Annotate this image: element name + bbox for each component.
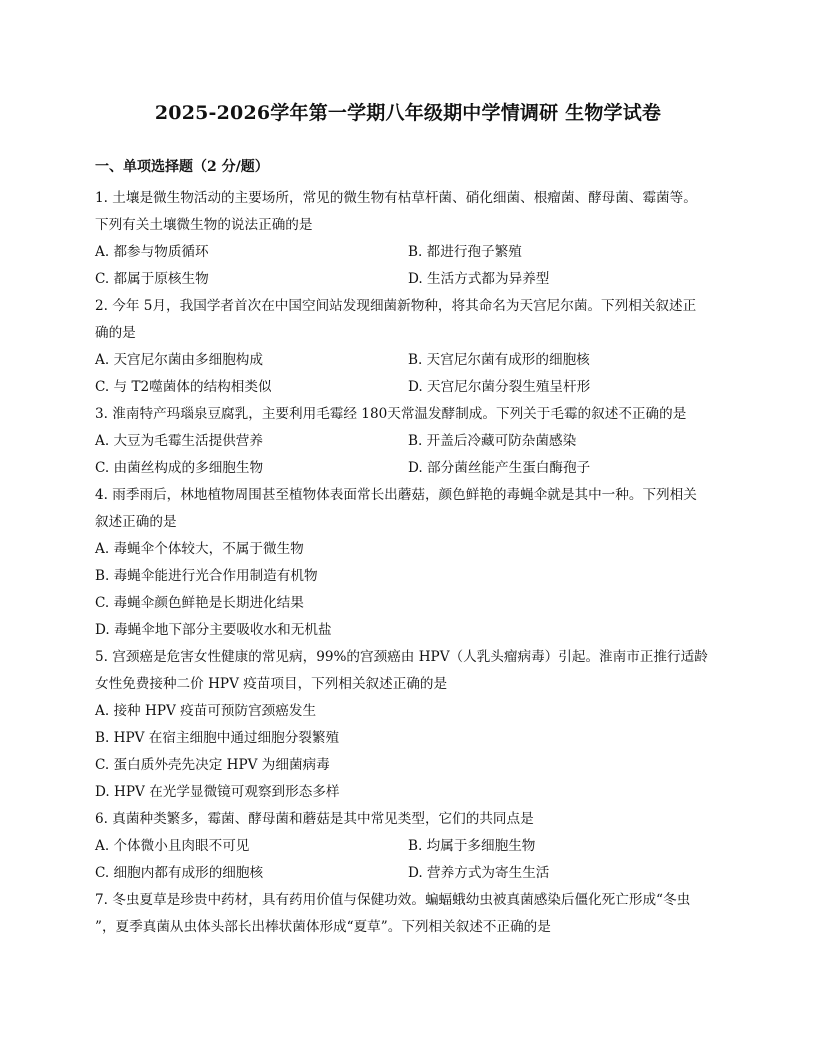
question-3-stem-line-1: 3. 淮南特产玛瑙泉豆腐乳，主要利用毛霉经 180天常温发酵制成。下列关于毛霉的叙述不正确的是 — [95, 406, 687, 422]
question-6-option-d: D. 营养方式为寄生生活 — [408, 865, 550, 881]
question-1-option-b: B. 都进行孢子繁殖 — [408, 244, 522, 260]
question-6-option-c: C. 细胞内都有成形的细胞核 — [95, 865, 264, 881]
question-7-stem-line-2: ”，夏季真菌从虫体头部长出棒状菌体形成“夏草”。下列相关叙述不正确的是 — [95, 919, 551, 935]
question-2-option-d: D. 天宫尼尔菌分裂生殖呈杆形 — [408, 379, 591, 395]
question-1-stem-line-2: 下列有关土壤微生物的说法正确的是 — [95, 217, 313, 233]
question-4-stem-line-1: 4. 雨季雨后，林地植物周围甚至植物体表面常长出蘑菇，颜色鲜艳的毒蝇伞就是其中一种。下列相关 — [95, 487, 697, 503]
question-3-option-d: D. 部分菌丝能产生蛋白酶孢子 — [408, 460, 591, 476]
question-5-stem-line-2: 女性免费接种二价 HPV 疫苗项目，下列相关叙述正确的是 — [95, 676, 448, 692]
question-2-stem-line-1: 2. 今年 5月，我国学者首次在中国空间站发现细菌新物种，将其命名为天宫尼尔菌。下列相关叙述正 — [95, 298, 697, 314]
question-5-option-b: B. HPV 在宿主细胞中通过细胞分裂繁殖 — [95, 730, 340, 746]
question-6-stem-line-1: 6. 真菌种类繁多，霉菌、酵母菌和蘑菇是其中常见类型，它们的共同点是 — [95, 811, 534, 827]
question-2-stem-line-2: 确的是 — [95, 325, 136, 341]
question-5-stem-line-1: 5. 宫颈癌是危害女性健康的常见病，99%的宫颈癌由 HPV（人乳头瘤病毒）引起。淮南市正推行适龄 — [95, 649, 708, 665]
question-5-option-c: C. 蛋白质外壳先决定 HPV 为细菌病毒 — [95, 757, 330, 773]
question-2-option-b: B. 天宫尼尔菌有成形的细胞核 — [408, 352, 590, 368]
question-4-stem-line-2: 叙述正确的是 — [95, 514, 177, 530]
question-5-option-a: A. 接种 HPV 疫苗可预防宫颈癌发生 — [95, 703, 317, 719]
question-5-option-d: D. HPV 在光学显微镜可观察到形态多样 — [95, 784, 340, 800]
question-4-option-b: B. 毒蝇伞能进行光合作用制造有机物 — [95, 568, 318, 584]
question-6-option-b: B. 均属于多细胞生物 — [408, 838, 536, 854]
question-7-stem-line-1: 7. 冬虫夏草是珍贵中药材，具有药用价值与保健功效。蝙蝠蛾幼虫被真菌感染后僵化死亡形成“冬虫 — [95, 892, 691, 908]
question-1-option-a: A. 都参与物质循环 — [95, 244, 209, 260]
question-4-option-d: D. 毒蝇伞地下部分主要吸收水和无机盐 — [95, 622, 332, 638]
question-1-stem-line-1: 1. 土壤是微生物活动的主要场所，常见的微生物有枯草杆菌、硝化细菌、根瘤菌、酵母菌、霉菌等。 — [95, 190, 697, 206]
page-title: 2025-2026学年第一学期八年级期中学情调研 生物学试卷 — [154, 102, 662, 124]
question-6-option-a: A. 个体微小且肉眼不可见 — [95, 838, 250, 854]
question-3-option-c: C. 由菌丝构成的多细胞生物 — [95, 460, 264, 476]
section-heading: 一、单项选择题（2 分/题） — [95, 159, 269, 175]
question-1-option-c: C. 都属于原核生物 — [95, 271, 209, 287]
question-3-option-a: A. 大豆为毛霉生活提供营养 — [95, 433, 263, 449]
question-3-option-b: B. 开盖后冷藏可防杂菌感染 — [408, 433, 577, 449]
question-4-option-a: A. 毒蝇伞个体较大，不属于微生物 — [95, 541, 304, 557]
question-1-option-d: D. 生活方式都为异养型 — [408, 271, 550, 287]
question-4-option-c: C. 毒蝇伞颜色鲜艳是长期进化结果 — [95, 595, 304, 611]
question-2-option-a: A. 天宫尼尔菌由多细胞构成 — [95, 352, 263, 368]
question-2-option-c: C. 与 T2噬菌体的结构相类似 — [95, 379, 272, 395]
